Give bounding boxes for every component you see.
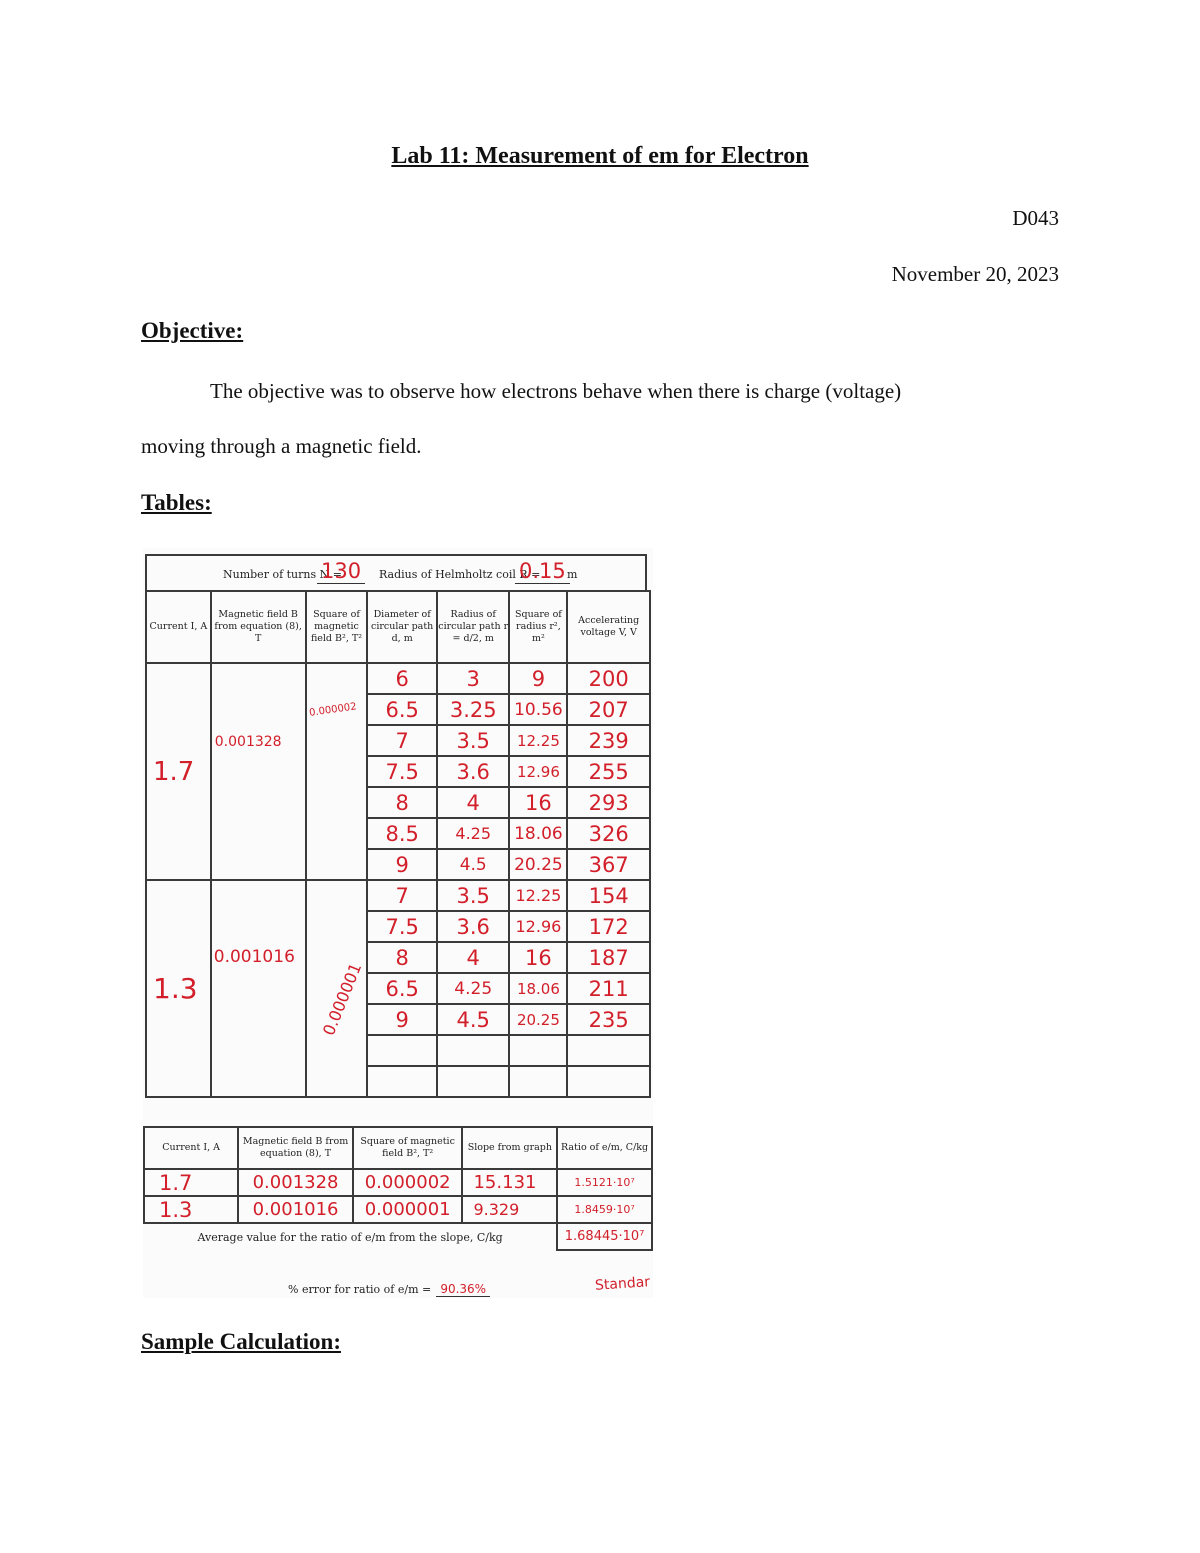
- data-table-header: [146, 591, 650, 663]
- radius-label: Radius of Helmholtz coil R =: [379, 568, 541, 581]
- summary-table: [143, 1126, 653, 1251]
- group2-bfield: 0.001016: [213, 947, 295, 967]
- group2-bfield-cell: [211, 880, 306, 1097]
- summary-average-row: [144, 1223, 652, 1250]
- percent-error-line: [288, 1278, 490, 1297]
- summary-current: 1.3: [144, 1196, 238, 1223]
- g1-v: 367: [567, 849, 650, 880]
- summary-ratio: 1.8459·10⁷: [557, 1196, 652, 1223]
- turns-value: 130: [317, 559, 365, 584]
- g1-r2: 10.56: [509, 694, 567, 725]
- group1-current: 1.7: [153, 756, 195, 787]
- objective-line-1: The objective was to observe how electrons behave when there is charge (voltage): [210, 379, 902, 403]
- empty-cell: [567, 1035, 650, 1066]
- summary-row: [144, 1169, 652, 1196]
- g1-r: 3.6: [437, 756, 510, 787]
- g1-d: 6: [367, 663, 437, 694]
- error-value: 90.36%: [436, 1282, 490, 1297]
- data-table: [145, 590, 651, 1098]
- g1-d: 6.5: [367, 694, 437, 725]
- sample-calculation-heading: Sample Calculation:: [141, 1329, 341, 1354]
- g2-r: 3.5: [437, 880, 510, 911]
- g1-v: 239: [567, 725, 650, 756]
- header-current: Current I, A: [146, 591, 211, 663]
- document-title: Lab 11: Measurement of em for Electron: [391, 143, 809, 169]
- g1-v: 207: [567, 694, 650, 725]
- document-date: November 20, 2023: [891, 262, 1059, 286]
- group1-current-cell: [146, 663, 211, 880]
- g2-v: 154: [567, 880, 650, 911]
- empty-cell: [437, 1035, 510, 1066]
- group1-bfield-cell: [211, 663, 306, 880]
- summary-ratio: 1.5121·10⁷: [557, 1169, 652, 1196]
- empty-cell: [367, 1035, 437, 1066]
- radius-unit: m: [567, 568, 578, 581]
- document-code: D043: [1012, 206, 1059, 230]
- g1-v: 326: [567, 818, 650, 849]
- empty-cell: [509, 1035, 567, 1066]
- empty-cell: [509, 1066, 567, 1097]
- g1-r2: 16: [509, 787, 567, 818]
- g2-r: 4.25: [437, 973, 510, 1004]
- summary-header-current: Current I, A: [144, 1127, 238, 1169]
- g2-r: 4.5: [437, 1004, 510, 1035]
- g1-r: 4.5: [437, 849, 510, 880]
- g1-d: 8.5: [367, 818, 437, 849]
- g2-d: 8: [367, 942, 437, 973]
- g2-r2: 18.06: [509, 973, 567, 1004]
- summary-header: [144, 1127, 652, 1169]
- g2-r: 4: [437, 942, 510, 973]
- g1-r2: 9: [509, 663, 567, 694]
- group1-bfield: 0.001328: [214, 734, 282, 750]
- header-rsquare: Square of radius r², m²: [509, 591, 567, 663]
- header-bfield: Magnetic field B from equation (8), T: [211, 591, 306, 663]
- objective-line-2: moving through a magnetic field.: [141, 434, 422, 458]
- g2-r2: 12.25: [509, 880, 567, 911]
- header-diameter: Diameter of circular path d, m: [367, 591, 437, 663]
- coil-info-row: [145, 554, 647, 592]
- g1-d: 7.5: [367, 756, 437, 787]
- g1-d: 8: [367, 787, 437, 818]
- empty-cell: [437, 1066, 510, 1097]
- g2-r2: 20.25: [509, 1004, 567, 1035]
- group1-bsquare: 0.000002: [308, 701, 357, 719]
- g1-v: 200: [567, 663, 650, 694]
- g1-r: 4.25: [437, 818, 510, 849]
- scanned-data-sheet: [143, 548, 653, 1298]
- tables-heading: Tables:: [141, 490, 212, 515]
- radius-value: 0.15: [515, 559, 570, 584]
- g1-r: 4: [437, 787, 510, 818]
- turns-label: Number of turns N =: [223, 568, 342, 581]
- summary-bsquare: 0.000002: [353, 1169, 463, 1196]
- g1-r2: 12.25: [509, 725, 567, 756]
- g2-d: 6.5: [367, 973, 437, 1004]
- g1-r: 3: [437, 663, 510, 694]
- g2-v: 172: [567, 911, 650, 942]
- group2-bsquare-cell: [306, 880, 368, 1097]
- empty-cell: [567, 1066, 650, 1097]
- side-note: Standar: [594, 1274, 651, 1294]
- g2-d: 7.5: [367, 911, 437, 942]
- g1-r: 3.25: [437, 694, 510, 725]
- summary-current: 1.7: [144, 1169, 238, 1196]
- g2-r: 3.6: [437, 911, 510, 942]
- g1-r2: 18.06: [509, 818, 567, 849]
- summary-bfield: 0.001328: [238, 1169, 353, 1196]
- g1-v: 293: [567, 787, 650, 818]
- summary-header-ratio: Ratio of e/m, C/kg: [557, 1127, 652, 1169]
- table-row: [146, 880, 650, 911]
- group2-current-cell: [146, 880, 211, 1097]
- average-label: Average value for the ratio of e/m from the slope, C/kg: [144, 1223, 557, 1250]
- g2-v: 235: [567, 1004, 650, 1035]
- summary-row: [144, 1196, 652, 1223]
- g2-r2: 12.96: [509, 911, 567, 942]
- group1-bsquare-cell: [306, 663, 368, 880]
- g1-r: 3.5: [437, 725, 510, 756]
- g2-v: 211: [567, 973, 650, 1004]
- summary-header-bsquare: Square of magnetic field B², T²: [353, 1127, 463, 1169]
- objective-heading: Objective:: [141, 318, 244, 343]
- summary-bsquare: 0.000001: [353, 1196, 463, 1223]
- empty-cell: [367, 1066, 437, 1097]
- summary-slope: 9.329: [462, 1196, 557, 1223]
- summary-header-bfield: Magnetic field B from equation (8), T: [238, 1127, 353, 1169]
- g1-d: 9: [367, 849, 437, 880]
- summary-slope: 15.131: [462, 1169, 557, 1196]
- summary-header-slope: Slope from graph: [462, 1127, 557, 1169]
- group2-current: 1.3: [153, 972, 198, 1005]
- g2-d: 7: [367, 880, 437, 911]
- g2-d: 9: [367, 1004, 437, 1035]
- g1-d: 7: [367, 725, 437, 756]
- summary-bfield: 0.001016: [238, 1196, 353, 1223]
- header-voltage: Accelerating voltage V, V: [567, 591, 650, 663]
- error-label: % error for ratio of e/m =: [288, 1283, 432, 1296]
- table-row: [146, 663, 650, 694]
- header-radius: Radius of circular path r = d/2, m: [437, 591, 510, 663]
- group2-bsquare: 0.000001: [318, 960, 365, 1039]
- g1-r2: 20.25: [509, 849, 567, 880]
- g1-r2: 12.96: [509, 756, 567, 787]
- g2-r2: 16: [509, 942, 567, 973]
- g1-v: 255: [567, 756, 650, 787]
- header-bsquare: Square of magnetic field B², T²: [306, 591, 368, 663]
- g2-v: 187: [567, 942, 650, 973]
- average-value: 1.68445·10⁷: [557, 1223, 652, 1250]
